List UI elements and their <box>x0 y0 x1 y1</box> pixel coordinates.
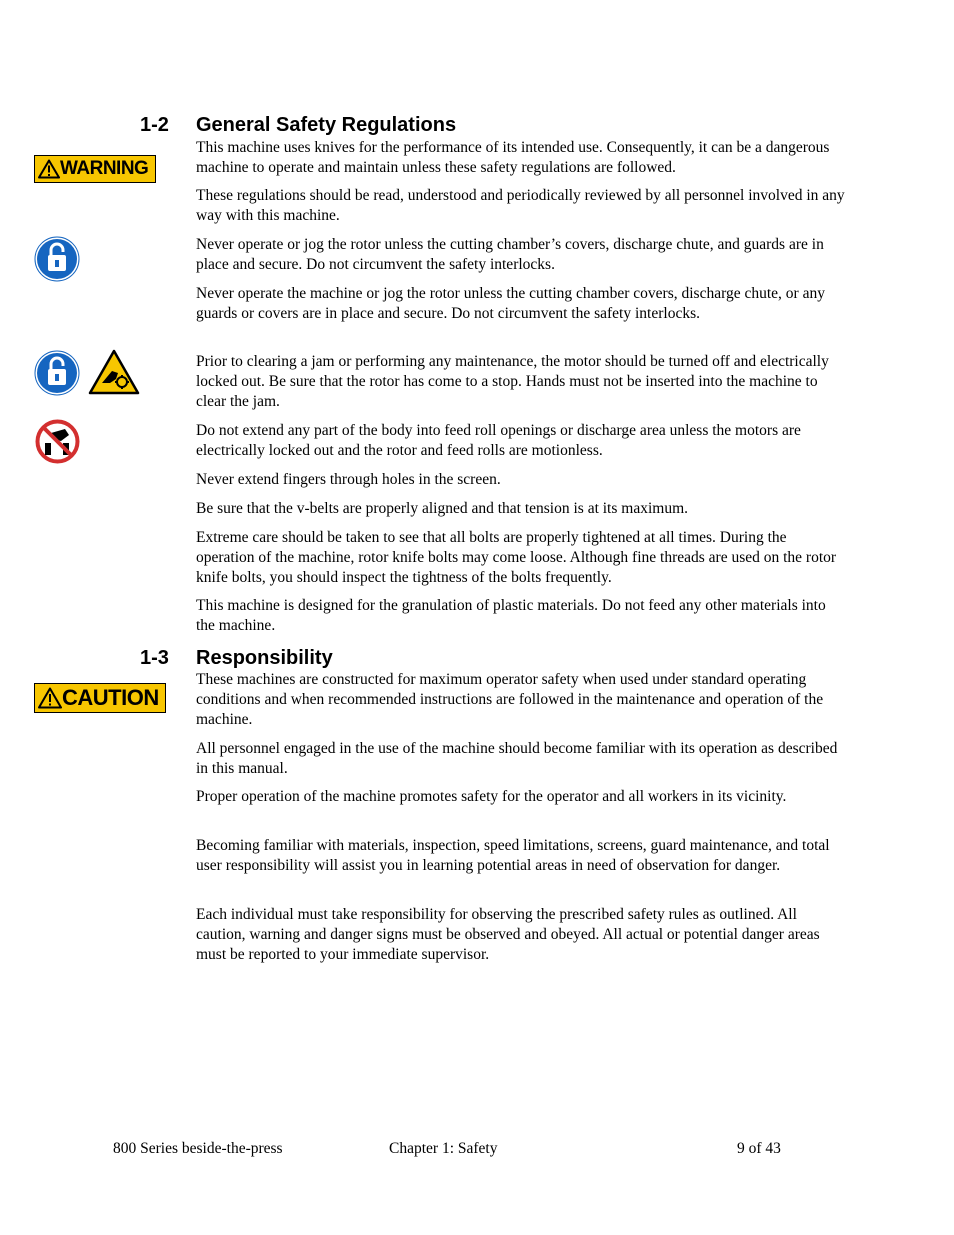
paragraph: Never operate or jog the rotor unless the cutting chamber’s covers, discharge chute, and guards are in place and secure. Do not circumvent the safety interlocks. <box>196 236 824 273</box>
warning-triangle-icon <box>38 159 60 179</box>
lockout-padlock-icon <box>34 236 80 282</box>
lockout-padlock-icon <box>34 350 80 396</box>
no-reach-in-icon <box>35 419 80 464</box>
paragraph: All personnel engaged in the use of the machine should become familiar with its operation as described in this manual. <box>196 740 838 777</box>
paragraph: Proper operation of the machine promotes safety for the operator and all workers in its vicinity. <box>196 788 787 805</box>
footer-chapter: Chapter 1: Safety <box>389 1140 498 1157</box>
paragraph: This machine uses knives for the performance of its intended use. Consequently, it can be a dangerous machine to operate and maintain unless these safety regulations are followed. <box>196 139 830 176</box>
warning-sign <box>34 155 156 183</box>
section-title: Responsibility <box>196 647 333 669</box>
section-title: General Safety Regulations <box>196 114 457 136</box>
warning-label: WARNING <box>60 158 149 179</box>
paragraph: Never extend fingers through holes in the screen. <box>196 471 501 488</box>
paragraph: Becoming familiar with materials, inspection, speed limitations, screens, guard maintenance, and total user responsibility will assist you in learning potential areas in need of observation for danger. <box>196 837 830 874</box>
section-heading-responsibility <box>140 646 333 670</box>
paragraph: Never operate the machine or jog the rotor unless the cutting chamber covers, discharge chute, or any guards or covers are in place and secure. Do not circumvent the safety interlocks. <box>196 285 825 322</box>
paragraph: These regulations should be read, understood and periodically reviewed by all personnel involved in any way with this machine. <box>196 187 845 224</box>
paragraph: These machines are constructed for maximum operator safety when used under standard operating conditions and when recommended instructions are followed in the maintenance and operation of the machine. <box>196 671 824 728</box>
paragraph: Do not extend any part of the body into feed roll openings or discharge area unless the motors are electrically locked out and the rotor and feed rolls are motionless. <box>196 422 801 459</box>
section-heading-general-safety <box>140 113 456 137</box>
footer-page-number: 9 of 43 <box>737 1140 781 1157</box>
section-number: 1-3 <box>140 647 169 669</box>
paragraph: This machine is designed for the granulation of plastic materials. Do not feed any other materials into the machine. <box>196 597 826 634</box>
hand-crush-hazard-icon <box>88 349 140 395</box>
section-number: 1-2 <box>140 114 169 136</box>
caution-label: CAUTION <box>62 685 159 710</box>
warning-triangle-icon <box>38 687 62 709</box>
paragraph: Each individual must take responsibility for observing the prescribed safety rules as outlined. All caution, warning and danger signs must be observed and obeyed. All actual or potential danger areas must be reported to your immediate supervisor. <box>196 906 820 963</box>
paragraph: Extreme care should be taken to see that all bolts are properly tightened at all times. During the operation of the machine, rotor knife bolts may come loose. Although fine threads are used on the rotor knife bolts, you should inspect the tightness of the bolts frequently. <box>196 529 837 586</box>
footer-document-title: 800 Series beside-the-press <box>113 1140 283 1157</box>
paragraph: Be sure that the v-belts are properly aligned and that tension is at its maximum. <box>196 500 689 517</box>
paragraph: Prior to clearing a jam or performing any maintenance, the motor should be turned off and electrically locked out. Be sure that the rotor has come to a stop. Hands must not be inserted into the machine to clear the jam. <box>196 353 829 410</box>
caution-sign <box>34 683 166 713</box>
